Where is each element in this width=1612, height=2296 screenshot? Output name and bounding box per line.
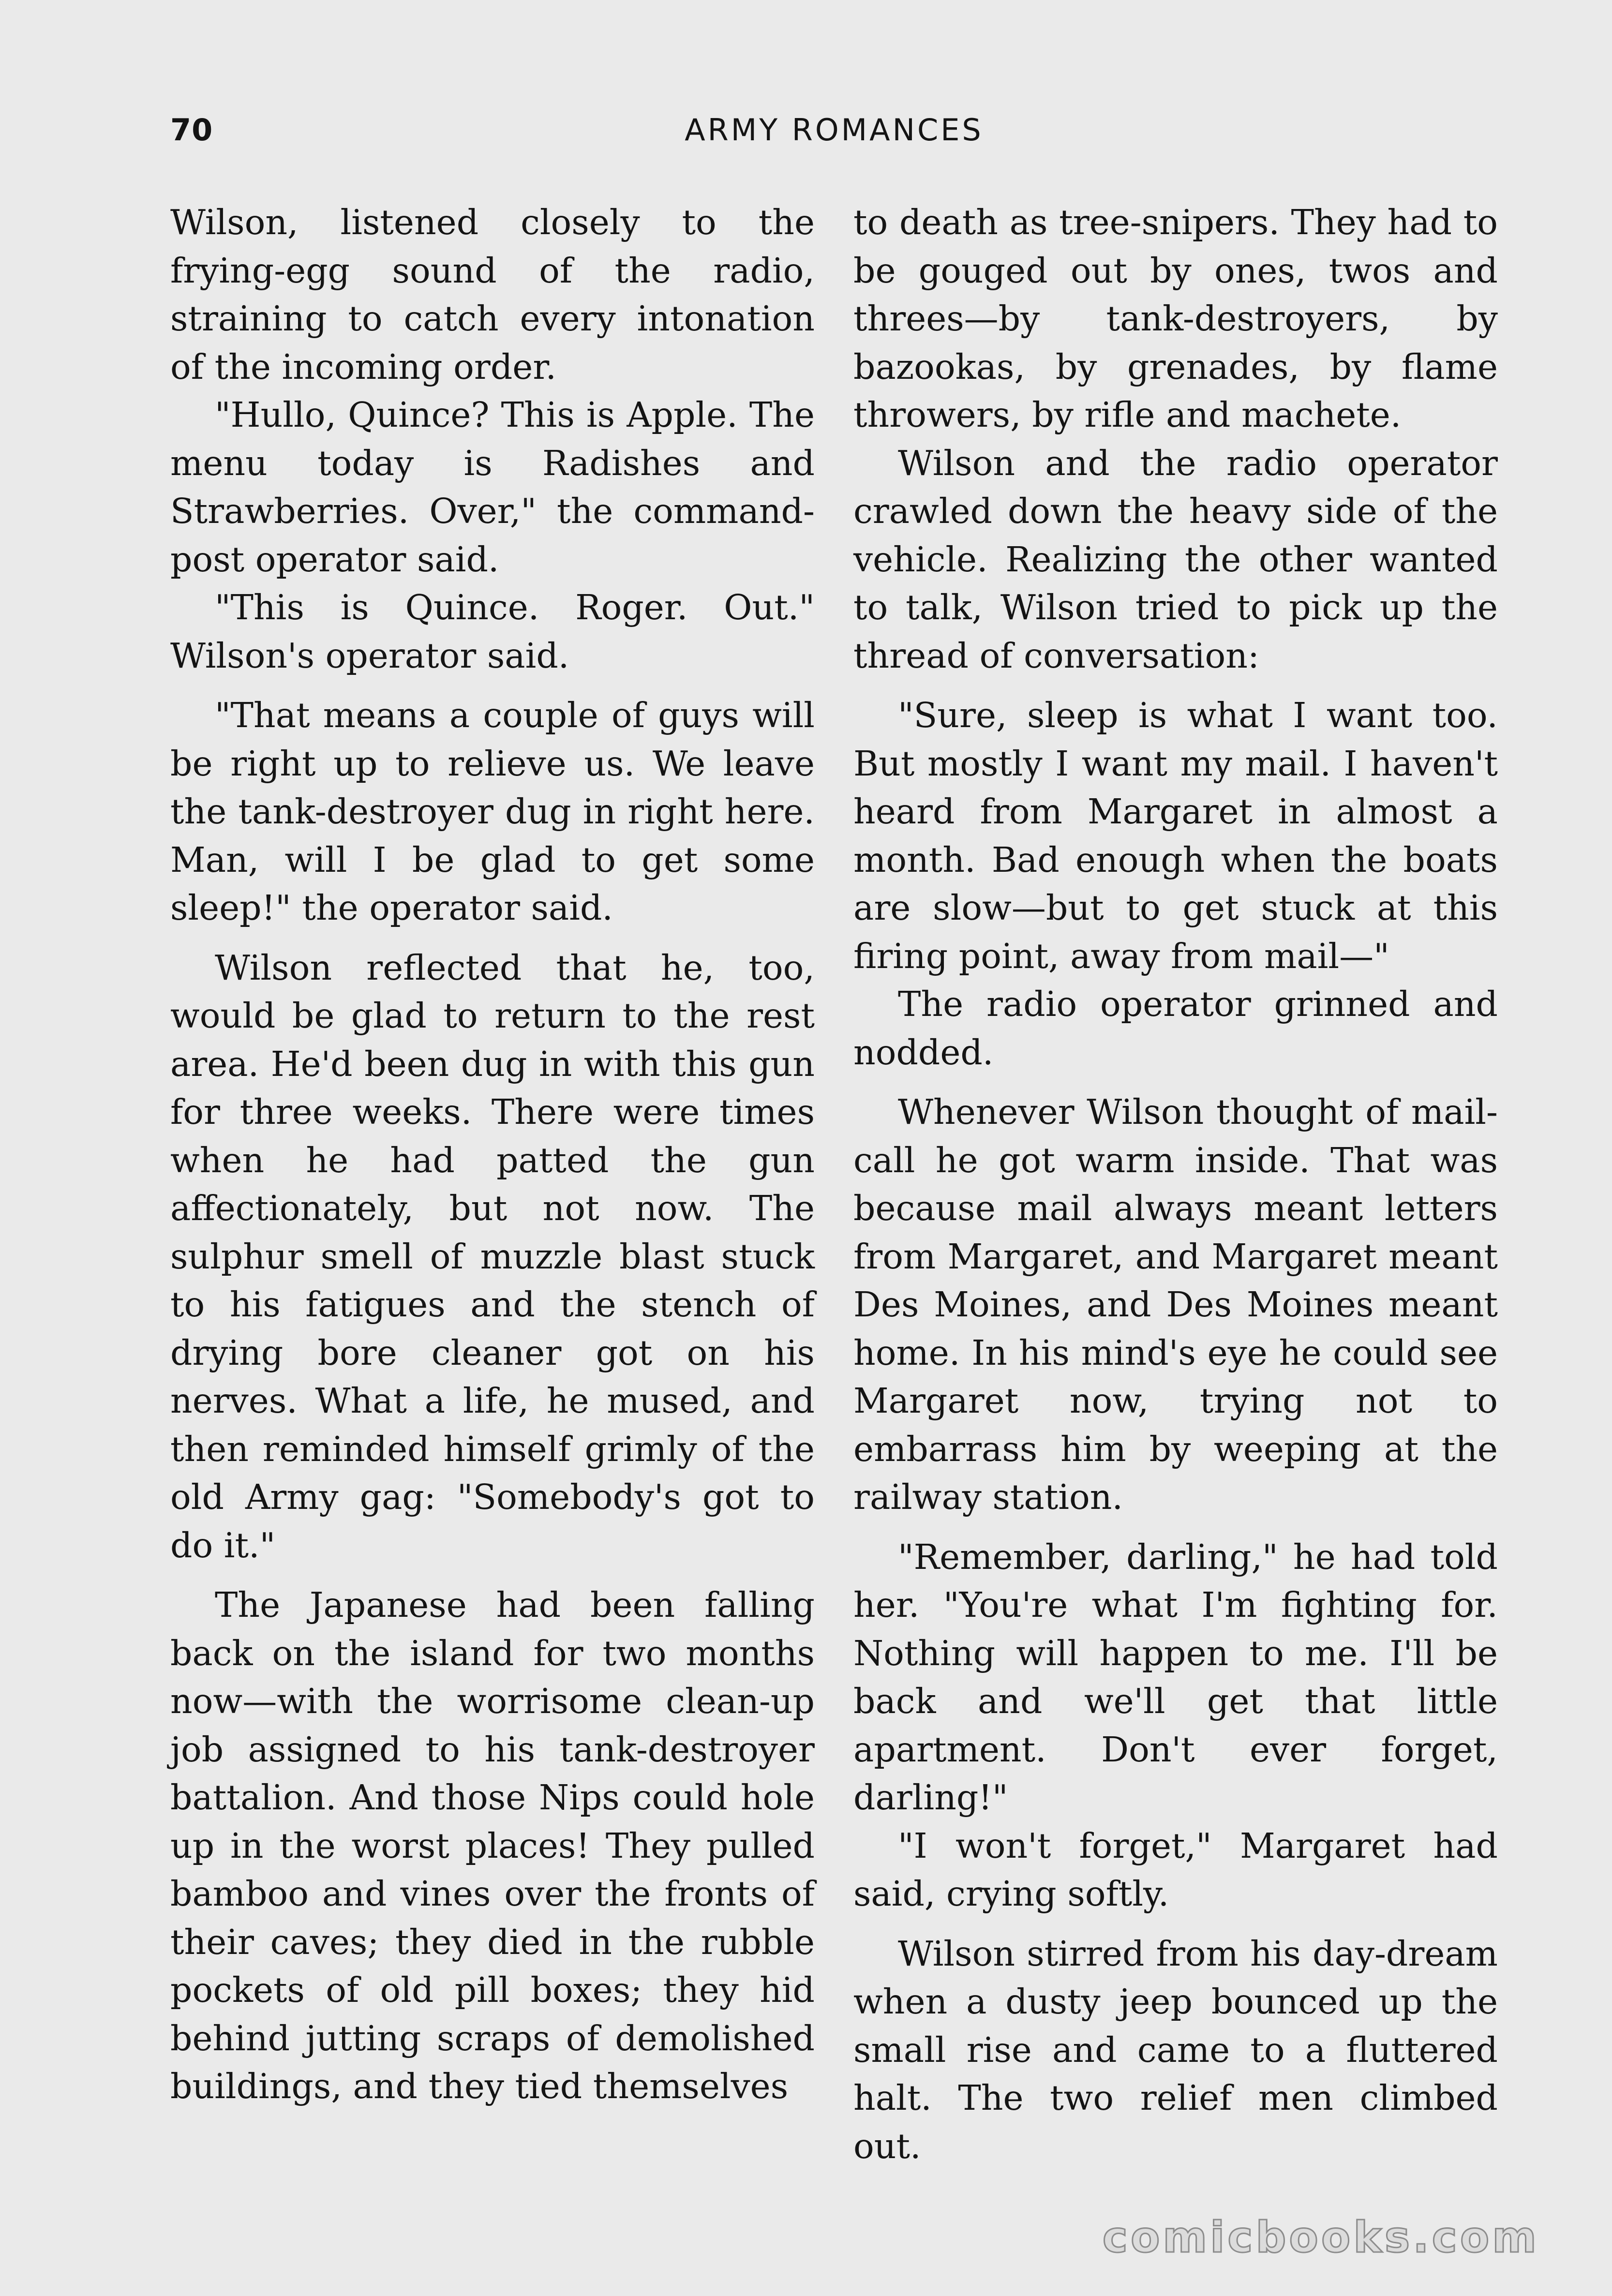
running-head: ARMY ROMANCES bbox=[685, 112, 984, 148]
paragraph: to death as tree-snipers. They had to be gouged out by ones, twos and threes—by tank-destroyers, by bazookas, by grenades, by flame throwers, by rifle and machete. bbox=[853, 202, 1498, 435]
watermark: comicbooks.com bbox=[1102, 2212, 1539, 2262]
paragraph: "That means a couple of guys will be right up to relieve us. We leave the tank-destroyer dug in right here. Man, will I be glad to get some sleep!" the operator said. bbox=[170, 695, 815, 928]
paragraph: "Sure, sleep is what I want too. But mostly I want my mail. I haven't heard from Margaret in almost a month. Bad enough when the boats are slow—but to get stuck at this firing point, away from mail—" bbox=[853, 695, 1498, 976]
paragraph: The radio operator grinned and nodded. bbox=[853, 984, 1498, 1073]
paragraph: "This is Quince. Roger. Out." Wilson's operator said. bbox=[170, 587, 815, 676]
paragraph: Wilson and the radio operator crawled down the heavy side of the vehicle. Realizing the other wanted to talk, Wilson tried to pick up the thread of conversation: bbox=[853, 443, 1498, 676]
paragraph: Wilson reflected that he, too, would be glad to return to the rest area. He'd been dug in with this gun for three weeks. There were times when he had patted the gun affectionately, but not now. The sulphur smell of muzzle blast stuck to his fatigues and the stench of drying bore cleaner got on his nerves. What a life, he mused, and then reminded himself grimly of the old Army gag: "Somebody's got to do it." bbox=[170, 947, 815, 1565]
paragraph: "Hullo, Quince? This is Apple. The menu today is Radishes and Strawberries. Over," the command-post operator said. bbox=[170, 395, 815, 580]
paragraph: "I won't forget," Margaret had said, crying softly. bbox=[853, 1825, 1498, 1914]
paragraph: "Remember, darling," he had told her. "You're what I'm fighting for. Nothing will happen to me. I'll be back and we'll get that little apartment. Don't ever forget, darling!" bbox=[853, 1536, 1498, 1818]
page-number: 70 bbox=[170, 112, 213, 148]
paragraph: Whenever Wilson thought of mail-call he got warm inside. That was because mail always meant letters from Margaret, and Margaret meant Des Moines, and Des Moines meant home. In his mind's eye he could see Margaret now, trying not to embarrass him by weeping at the railway station. bbox=[853, 1092, 1498, 1517]
right-text-column bbox=[853, 198, 1498, 2170]
page-header bbox=[170, 112, 1498, 156]
paragraph: Wilson, listened closely to the frying-egg sound of the radio, straining to catch every intonation of the incoming order. bbox=[170, 202, 815, 387]
paragraph: The Japanese had been falling back on the island for two months now—with the worrisome clean-up job assigned to his tank-destroyer battalion. And those Nips could hole up in the worst places! They pulled bamboo and vines over the fronts of their caves; they died in the rubble pockets of old pill boxes; they hid behind jutting scraps of demolished buildings, and they tied themselves bbox=[170, 1585, 815, 2106]
left-text-column bbox=[170, 198, 815, 2111]
paragraph: Wilson stirred from his day-dream when a dusty jeep bounced up the small rise and came to a fluttered halt. The two relief men climbed out. bbox=[853, 1933, 1498, 2166]
